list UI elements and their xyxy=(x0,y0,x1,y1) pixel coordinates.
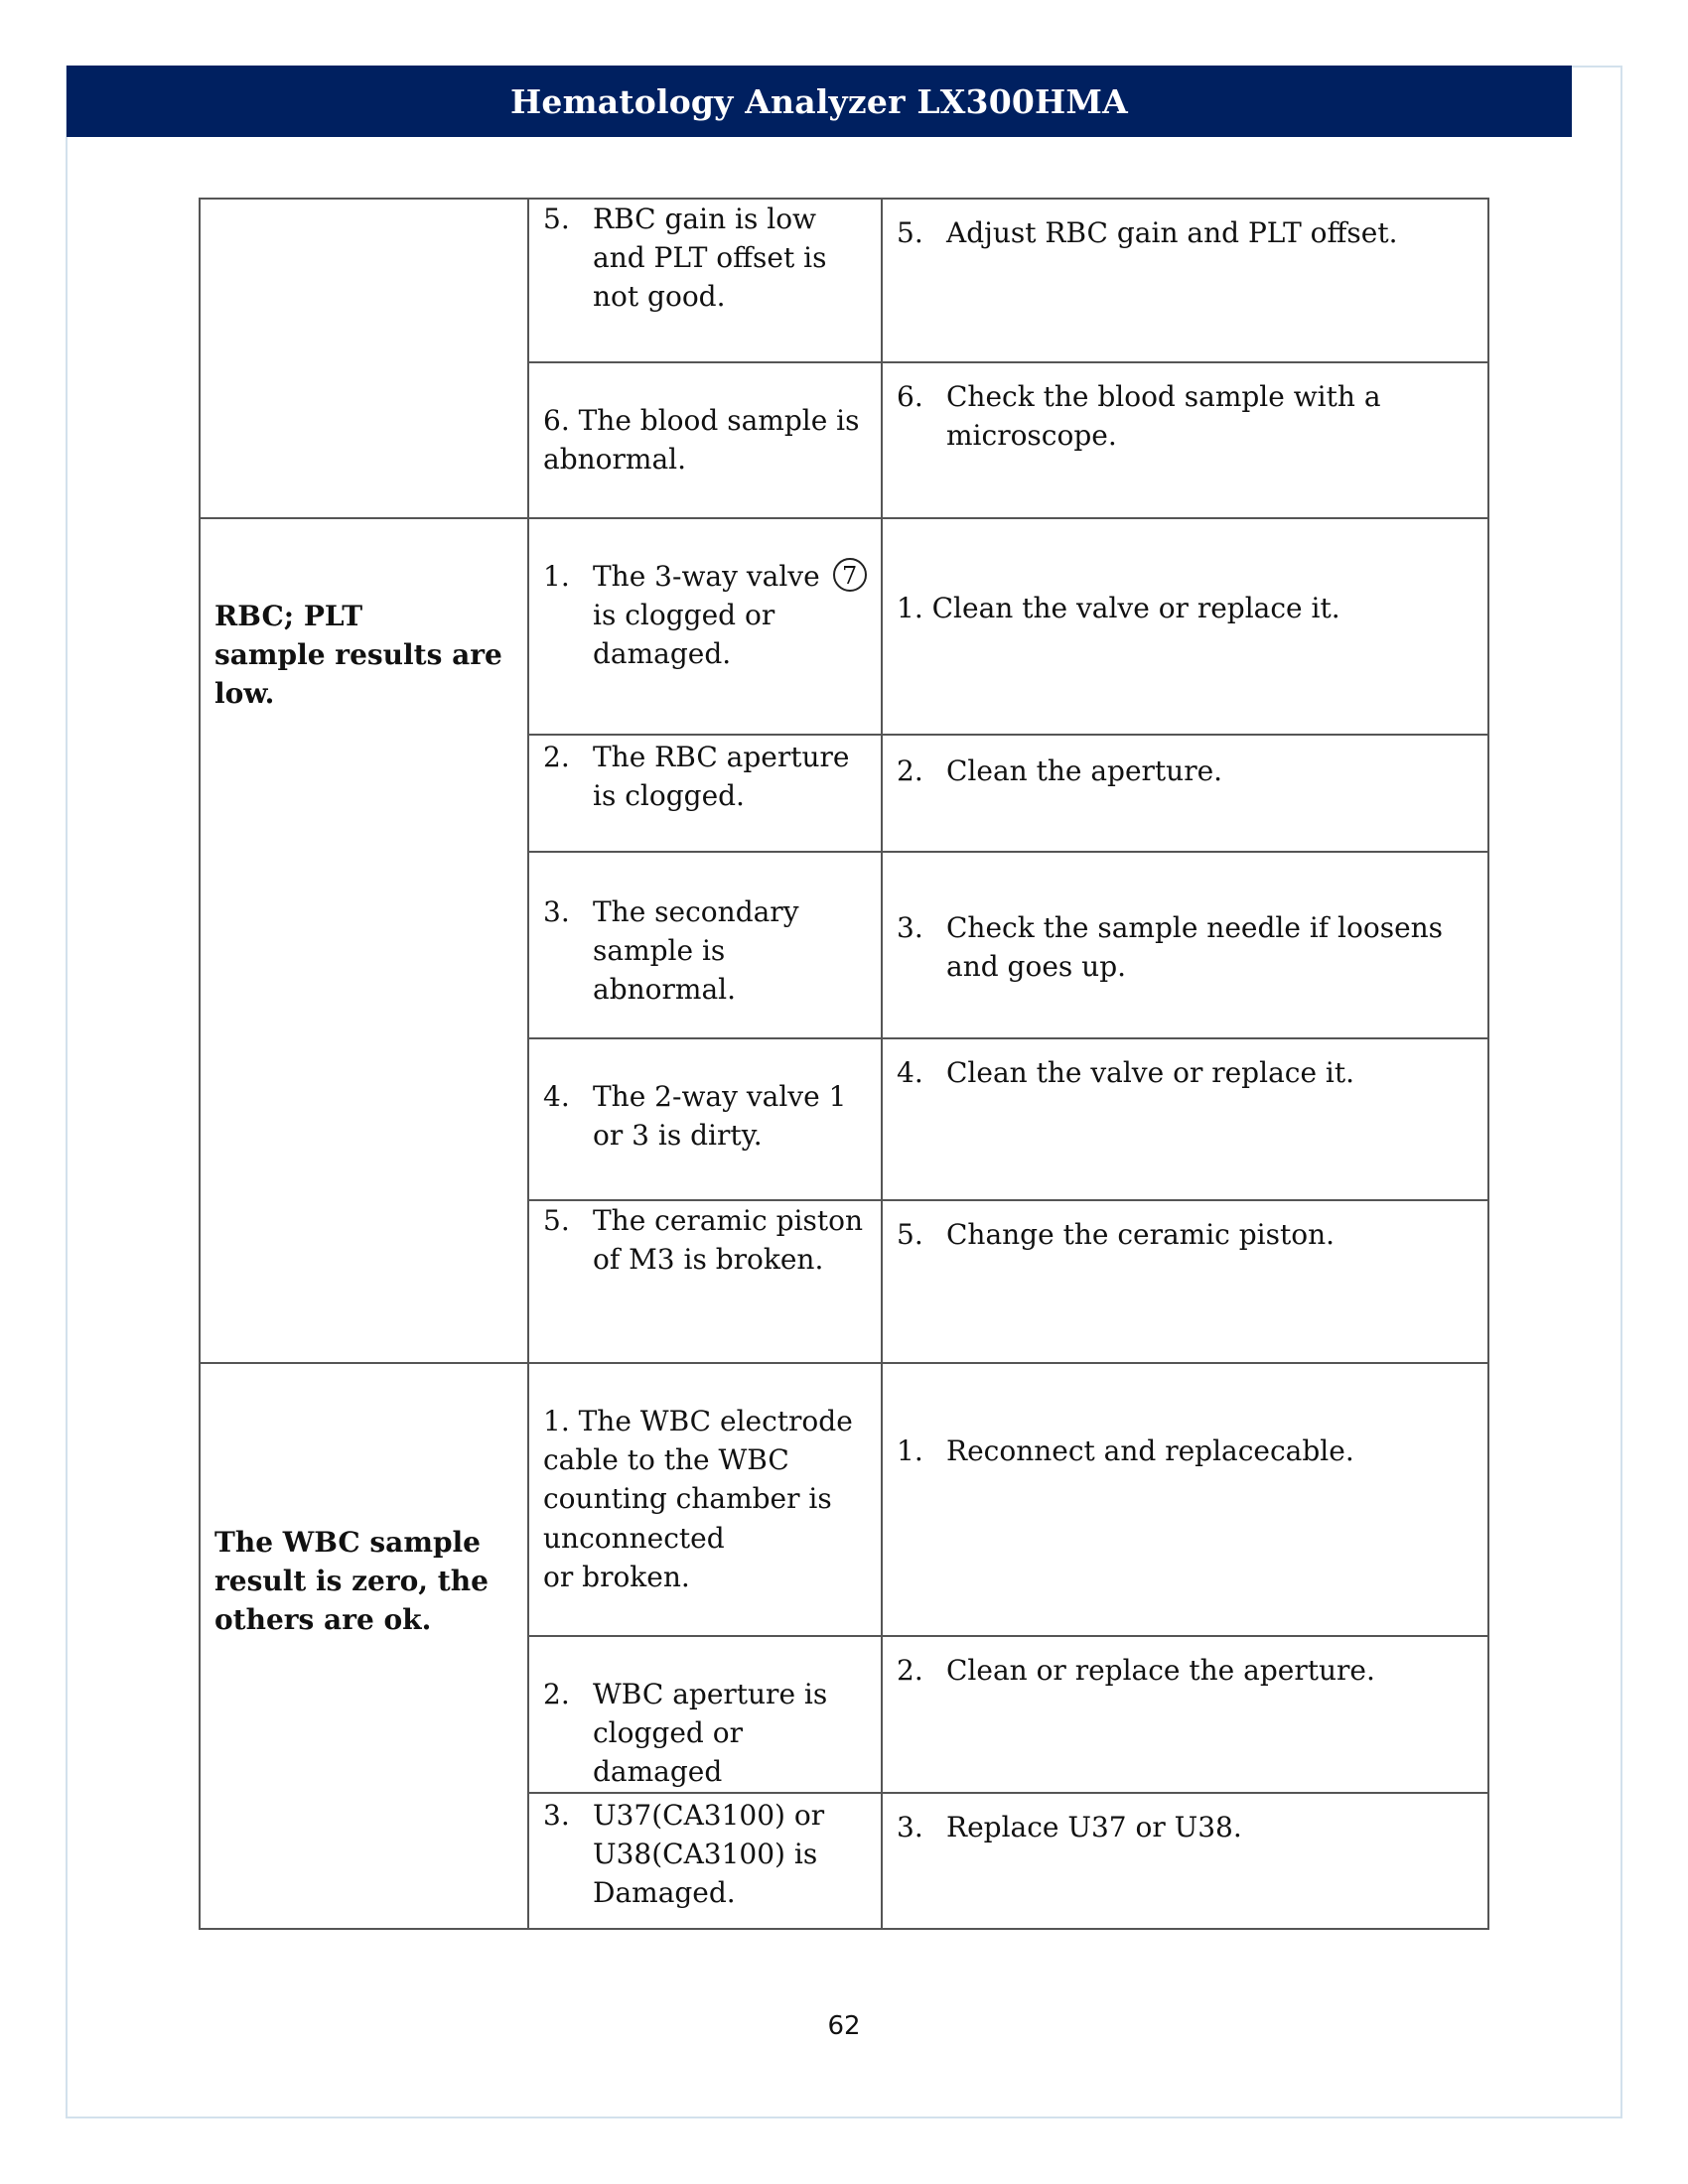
cause-cell xyxy=(528,1363,882,1636)
list-number: 4. xyxy=(897,1056,923,1089)
page-number: 62 xyxy=(827,2011,861,2041)
solution-text: Adjust RBC gain and PLT offset. xyxy=(946,216,1398,249)
cause-cell xyxy=(528,852,882,1038)
cause-cell xyxy=(528,1038,882,1200)
symptom-text: result is zero, the xyxy=(214,1565,489,1598)
list-number: 2. xyxy=(543,1678,570,1710)
cause-cell xyxy=(528,518,882,735)
solution-text: Clean or replace the aperture. xyxy=(946,1654,1375,1687)
solution-cell xyxy=(882,735,1488,852)
symptom-text: The WBC sample xyxy=(214,1526,481,1559)
solution-text: 1. Clean the valve or replace it. xyxy=(897,592,1340,624)
solution-text: Change the ceramic piston. xyxy=(946,1218,1336,1251)
solution-text: Check the sample needle if loosens and goes up. xyxy=(946,911,1444,984)
solution-cell xyxy=(882,852,1488,1038)
list-number: 2. xyxy=(543,741,570,773)
list-number: 3. xyxy=(543,1798,570,1832)
list-number: 3. xyxy=(897,1810,923,1843)
list-number: 1. xyxy=(543,560,570,593)
list-number: 2. xyxy=(897,754,923,787)
table-row xyxy=(200,1363,1488,1636)
cause-cell xyxy=(528,1200,882,1363)
list-number: 3. xyxy=(543,895,570,928)
solution-cell xyxy=(882,199,1488,362)
list-number: 1. xyxy=(897,1434,923,1467)
solution-cell xyxy=(882,1636,1488,1793)
solution-cell xyxy=(882,518,1488,735)
solution-cell xyxy=(882,1793,1488,1929)
cause-text: The 3-way valve xyxy=(593,560,820,593)
cause-cell xyxy=(528,735,882,852)
solution-text: Reconnect and replacecable. xyxy=(946,1434,1354,1467)
cause-text: 6. The blood sample is abnormal. xyxy=(543,404,860,477)
cause-text: The RBC aperture is clogged. xyxy=(593,741,850,813)
solution-cell xyxy=(882,1038,1488,1200)
cause-text: The secondary sample is abnormal. xyxy=(593,895,799,1007)
solution-text: Replace U37 or U38. xyxy=(946,1810,1242,1843)
document-header xyxy=(67,66,1572,137)
list-number: 3. xyxy=(897,911,923,944)
solution-cell xyxy=(882,1363,1488,1636)
cause-text: The ceramic piston of M3 is broken. xyxy=(593,1204,863,1277)
cause-cell xyxy=(528,1636,882,1793)
solution-text: Check the blood sample with a microscope. xyxy=(946,380,1381,453)
symptom-cell xyxy=(200,1363,528,1929)
list-number: 5. xyxy=(897,1218,923,1251)
list-number: 5. xyxy=(543,1204,570,1237)
document-title: Hematology Analyzer LX300HMA xyxy=(510,81,1128,121)
symptom-text: low. xyxy=(214,677,275,711)
cause-text: RBC gain is low and PLT offset is not good. xyxy=(593,203,827,314)
symptom-cell xyxy=(200,199,528,518)
symptom-text: RBC; PLT xyxy=(214,600,363,632)
troubleshooting-table xyxy=(199,198,1489,1930)
circled-number-icon: 7 xyxy=(833,558,867,592)
cause-cell xyxy=(528,199,882,362)
list-number: 5. xyxy=(543,203,570,235)
cause-text: The 2-way valve 1 or 3 is dirty. xyxy=(593,1080,847,1153)
list-number: 6. xyxy=(897,380,923,413)
solution-cell xyxy=(882,1200,1488,1363)
cause-cell xyxy=(528,1793,882,1929)
cause-text: is clogged or damaged. xyxy=(593,599,775,671)
symptom-text: sample results are xyxy=(214,638,502,672)
solution-text: Clean the aperture. xyxy=(946,754,1223,787)
solution-text: Clean the valve or replace it. xyxy=(946,1056,1355,1089)
list-number: 5. xyxy=(897,216,923,249)
table-row xyxy=(200,199,1488,362)
cause-text: U37(CA3100) or U38(CA3100) is Damaged. xyxy=(593,1798,825,1909)
table-row xyxy=(200,518,1488,735)
symptom-text: others are ok. xyxy=(214,1603,432,1637)
cause-cell xyxy=(528,362,882,518)
list-number: 2. xyxy=(897,1654,923,1687)
symptom-cell xyxy=(200,518,528,1363)
list-number: 4. xyxy=(543,1080,570,1113)
cause-text: 1. The WBC electrode cable to the WBC counting chamber is unconnected or broken. xyxy=(543,1405,853,1593)
solution-cell xyxy=(882,362,1488,518)
cause-text: WBC aperture is clogged or damaged xyxy=(593,1678,828,1789)
